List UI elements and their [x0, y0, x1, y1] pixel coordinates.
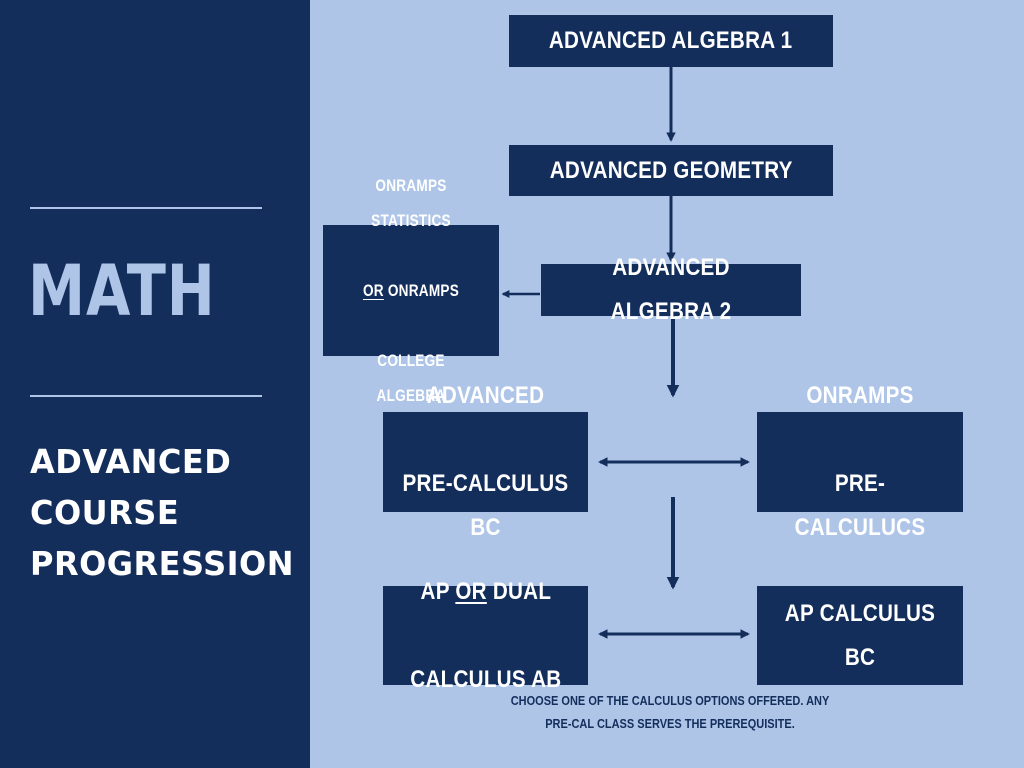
footnote-line: CHOOSE ONE OF THE CALCULUS OPTIONS OFFERED. ANY — [510, 694, 830, 708]
course-box-ap-or-dual-calculus-ab: AP OR DUAL CALCULUS AB — [383, 586, 588, 685]
subtitle-line: COURSE — [30, 493, 180, 532]
course-box-onramps-precalculus: ONRAMPS PRE-CALCULUCS — [757, 412, 963, 512]
subtitle-line: PROGRESSION — [30, 544, 295, 583]
course-box-advanced-algebra-2: ADVANCED ALGEBRA 2 — [541, 264, 801, 316]
footnote-line: PRE-CAL CLASS SERVES THE PREREQUISITE. — [545, 717, 795, 731]
subtitle-line: ADVANCED — [30, 442, 232, 481]
course-box-onramps-statistics: ONRAMPS STATISTICS OR ONRAMPS COLLEGE ALGEBRA — [323, 225, 499, 356]
page-title: MATH — [28, 250, 216, 332]
course-box-ap-calculus-bc: AP CALCULUS BC — [757, 586, 963, 685]
footnote — [480, 690, 860, 736]
course-box-advanced-geometry: ADVANCED GEOMETRY — [509, 145, 833, 196]
course-box-advanced-precalculus-bc: ADVANCED PRE-CALCULUS BC — [383, 412, 588, 512]
course-box-advanced-algebra-1: ADVANCED ALGEBRA 1 — [509, 15, 833, 67]
